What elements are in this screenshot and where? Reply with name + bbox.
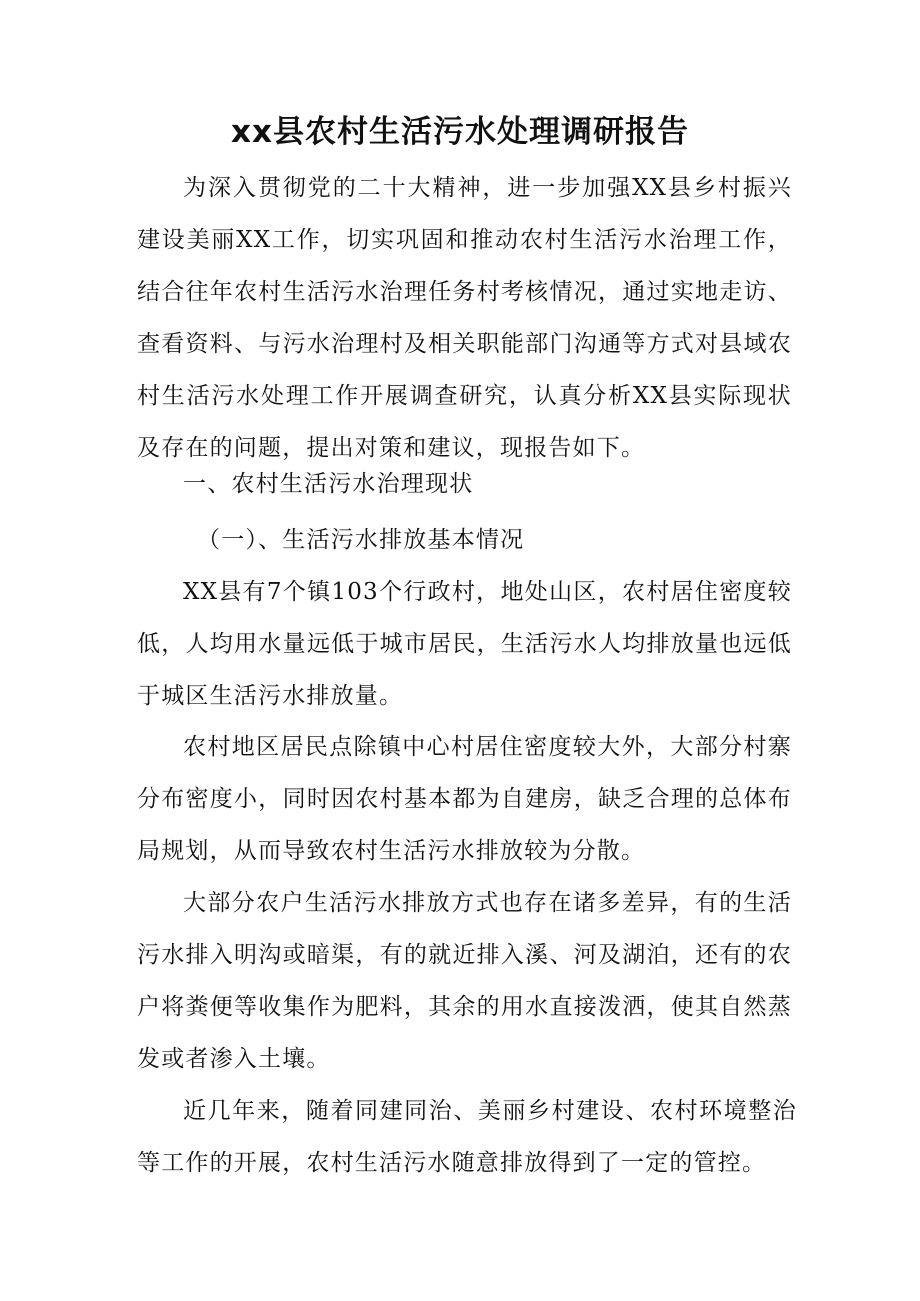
body-paragraph: 农村地区居民点除镇中心村居住密度较大外，大部分村寨分布密度小，同时因农村基本都为自建房，缺乏合理的总体布局规划，从而导致农村生活污水排放较为分散。	[137, 734, 792, 864]
document-title: xx县农村生活污水处理调研报告	[231, 114, 689, 150]
body-paragraph: 近几年来，随着同建同治、美丽乡村建设、农村环境整治等工作的开展，农村生活污水随意排放得到了一定的管控。	[137, 1098, 797, 1176]
body-paragraph: XX县有7个镇103个行政村，地处山区，农村居住密度较低，人均用水量远低于城市居民，生活污水人均排放量也远低于城区生活污水排放量。	[137, 579, 792, 709]
intro-paragraph: 为深入贯彻党的二十大精神，进一步加强XX县乡村振兴建设美丽XX工作，切实巩固和推动农村生活污水治理工作，结合往年农村生活污水治理任务村考核情况，通过实地走访、查看资料、与污水治理村及相关职能部门沟通等方式对县域农村生活污水处理工作开展调查研究，认真分析XX县实际现状及存在的问题，提出对策和建议，现报告如下。	[137, 175, 792, 461]
section-heading: 一、农村生活污水治理现状	[183, 471, 474, 497]
body-paragraph: 大部分农户生活污水排放方式也存在诸多差异，有的生活污水排入明沟或暗渠，有的就近排入溪、河及湖泊，还有的农户将粪便等收集作为肥料，其余的用水直接泼洒，使其自然蒸发或者渗入土壤。	[137, 890, 792, 1072]
subsection-heading: （一）、生活污水排放基本情况	[197, 527, 525, 553]
